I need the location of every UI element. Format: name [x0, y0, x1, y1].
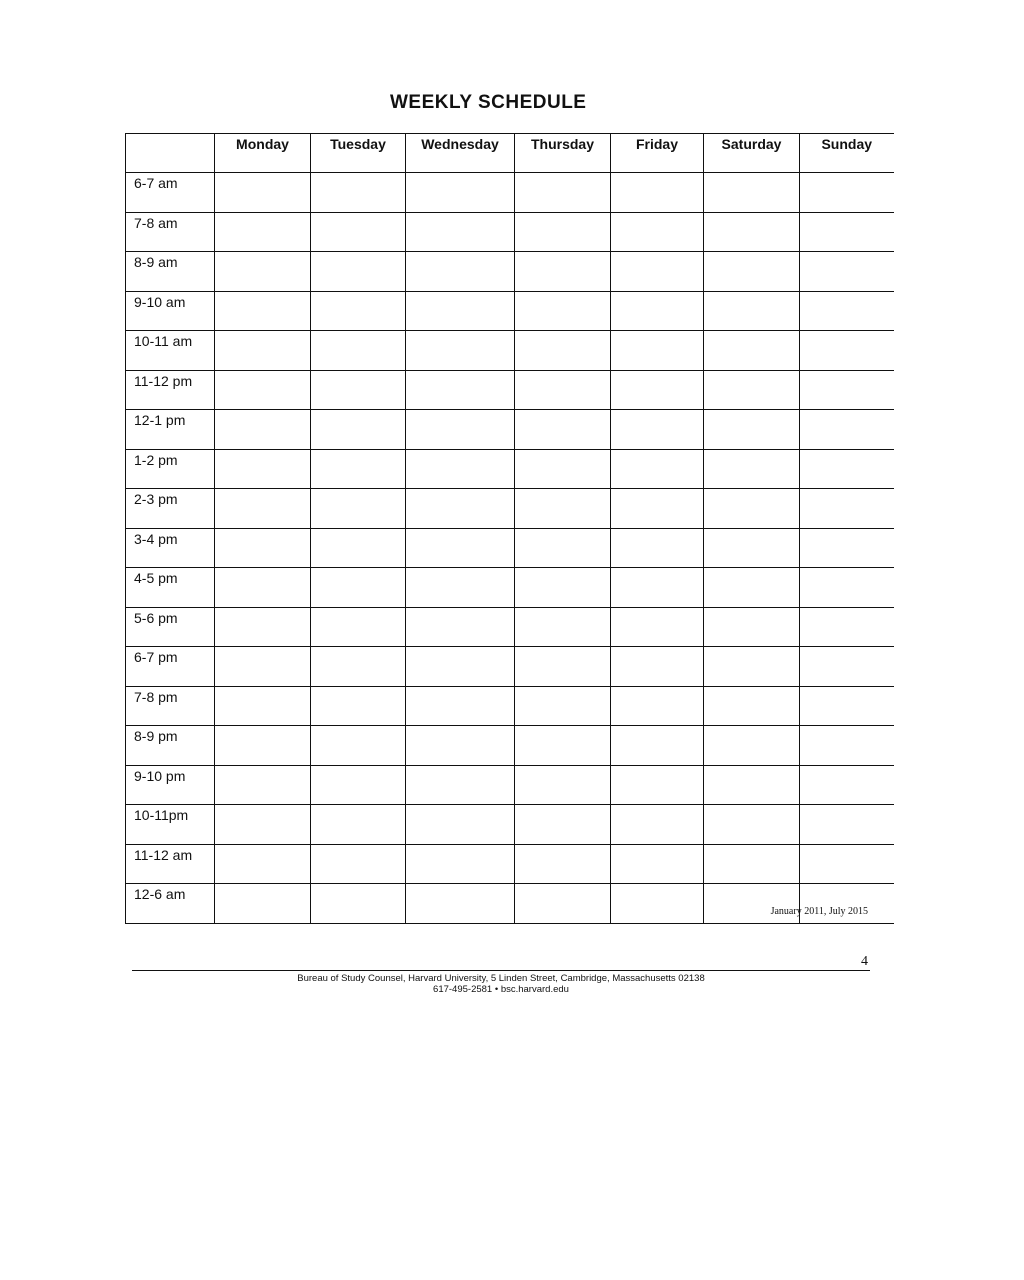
schedule-cell-saturday[interactable]: [704, 726, 800, 766]
time-slot-label: 3-4 pm: [126, 528, 215, 568]
schedule-cell-monday[interactable]: [215, 568, 311, 608]
schedule-cell-saturday[interactable]: [704, 647, 800, 687]
schedule-cell-sunday[interactable]: [800, 528, 894, 568]
schedule-cell-thursday[interactable]: [515, 726, 611, 766]
schedule-cell-sunday[interactable]: [800, 805, 894, 845]
time-row: [126, 410, 894, 450]
schedule-cell-friday[interactable]: [611, 173, 704, 213]
schedule-cell-wednesday[interactable]: [406, 528, 515, 568]
schedule-cell-tuesday[interactable]: [311, 252, 406, 292]
time-row: [126, 805, 894, 845]
schedule-body: [126, 173, 894, 924]
schedule-cell-saturday[interactable]: [704, 449, 800, 489]
schedule-cell-monday[interactable]: [215, 212, 311, 252]
time-row: [126, 528, 894, 568]
schedule-cell-saturday[interactable]: [704, 331, 800, 371]
time-slot-label: 6-7 pm: [126, 647, 215, 687]
time-slot-label: 9-10 pm: [126, 765, 215, 805]
header-row: [126, 134, 894, 173]
schedule-cell-thursday[interactable]: [515, 844, 611, 884]
schedule-cell-sunday[interactable]: [800, 765, 894, 805]
schedule-cell-thursday[interactable]: [515, 370, 611, 410]
footer-address: Bureau of Study Counsel, Harvard University, 5 Linden Street, Cambridge, Massachusetts 02138: [297, 973, 705, 984]
time-slot-label: 6-7 am: [126, 173, 215, 213]
time-slot-label: 8-9 am: [126, 252, 215, 292]
schedule-cell-tuesday[interactable]: [311, 410, 406, 450]
schedule-cell-friday[interactable]: [611, 528, 704, 568]
schedule-cell-friday[interactable]: [611, 449, 704, 489]
schedule-cell-wednesday[interactable]: [406, 686, 515, 726]
time-row: [126, 489, 894, 529]
schedule-cell-thursday[interactable]: [515, 528, 611, 568]
time-slot-label: 2-3 pm: [126, 489, 215, 529]
schedule-cell-wednesday[interactable]: [406, 449, 515, 489]
time-row: [126, 686, 894, 726]
schedule-cell-sunday[interactable]: [800, 568, 894, 608]
schedule-cell-wednesday[interactable]: [406, 331, 515, 371]
schedule-cell-thursday[interactable]: [515, 173, 611, 213]
revision-date: January 2011, July 2015: [770, 906, 868, 917]
time-row: [126, 765, 894, 805]
schedule-cell-saturday[interactable]: [704, 291, 800, 331]
weekly-schedule-table: [125, 133, 894, 924]
schedule-cell-wednesday[interactable]: [406, 568, 515, 608]
schedule-cell-wednesday[interactable]: [406, 607, 515, 647]
schedule-cell-friday[interactable]: [611, 884, 704, 924]
schedule-cell-thursday[interactable]: [515, 607, 611, 647]
time-slot-label: 12-6 am: [126, 884, 215, 924]
time-slot-label: 8-9 pm: [126, 726, 215, 766]
schedule-cell-sunday[interactable]: [800, 607, 894, 647]
time-row: [126, 331, 894, 371]
schedule-cell-wednesday[interactable]: [406, 726, 515, 766]
time-row: [126, 370, 894, 410]
time-row: [126, 726, 894, 766]
time-slot-label: 10-11 am: [126, 331, 215, 371]
schedule-cell-sunday[interactable]: [800, 449, 894, 489]
schedule-cell-sunday[interactable]: [800, 726, 894, 766]
schedule-cell-wednesday[interactable]: [406, 844, 515, 884]
schedule-cell-thursday[interactable]: [515, 410, 611, 450]
schedule-cell-wednesday[interactable]: [406, 765, 515, 805]
footer-contact: 617-495-2581 • bsc.harvard.edu: [433, 984, 569, 995]
footer-divider: [132, 970, 870, 971]
schedule-cell-wednesday[interactable]: [406, 410, 515, 450]
schedule-cell-thursday[interactable]: [515, 489, 611, 529]
schedule-cell-friday[interactable]: [611, 410, 704, 450]
schedule-cell-monday[interactable]: [215, 726, 311, 766]
schedule-cell-monday[interactable]: [215, 370, 311, 410]
schedule-cell-friday[interactable]: [611, 607, 704, 647]
time-slot-label: 9-10 am: [126, 291, 215, 331]
schedule-cell-wednesday[interactable]: [406, 884, 515, 924]
time-slot-label: 7-8 am: [126, 212, 215, 252]
schedule-cell-sunday[interactable]: [800, 686, 894, 726]
schedule-cell-saturday[interactable]: [704, 884, 800, 924]
time-row: [126, 449, 894, 489]
schedule-cell-tuesday[interactable]: [311, 449, 406, 489]
schedule-cell-saturday[interactable]: [704, 489, 800, 529]
schedule-cell-saturday[interactable]: [704, 805, 800, 845]
schedule-cell-friday[interactable]: [611, 647, 704, 687]
schedule-cell-monday[interactable]: [215, 173, 311, 213]
schedule-cell-friday[interactable]: [611, 252, 704, 292]
schedule-cell-thursday[interactable]: [515, 331, 611, 371]
schedule-cell-saturday[interactable]: [704, 686, 800, 726]
schedule-cell-thursday[interactable]: [515, 449, 611, 489]
schedule-cell-saturday[interactable]: [704, 568, 800, 608]
schedule-cell-monday[interactable]: [215, 607, 311, 647]
schedule-cell-sunday[interactable]: [800, 370, 894, 410]
schedule-cell-monday[interactable]: [215, 528, 311, 568]
schedule-cell-monday[interactable]: [215, 805, 311, 845]
schedule-cell-thursday[interactable]: [515, 568, 611, 608]
page-number: 4: [861, 954, 868, 969]
schedule-cell-wednesday[interactable]: [406, 291, 515, 331]
schedule-cell-monday[interactable]: [215, 765, 311, 805]
schedule-cell-wednesday[interactable]: [406, 252, 515, 292]
schedule-cell-sunday[interactable]: [800, 331, 894, 371]
schedule-cell-sunday[interactable]: [800, 844, 894, 884]
schedule-cell-tuesday[interactable]: [311, 765, 406, 805]
schedule-cell-wednesday[interactable]: [406, 370, 515, 410]
time-row: [126, 252, 894, 292]
schedule-cell-monday[interactable]: [215, 489, 311, 529]
time-row: [126, 884, 894, 924]
schedule-cell-saturday[interactable]: [704, 370, 800, 410]
time-slot-label: 11-12 am: [126, 844, 215, 884]
schedule-cell-sunday[interactable]: [800, 212, 894, 252]
schedule-cell-sunday[interactable]: [800, 489, 894, 529]
schedule-cell-monday[interactable]: [215, 884, 311, 924]
time-slot-label: 7-8 pm: [126, 686, 215, 726]
schedule-cell-tuesday[interactable]: [311, 647, 406, 687]
day-header-friday: Friday: [611, 134, 704, 173]
schedule-cell-friday[interactable]: [611, 726, 704, 766]
schedule-cell-tuesday[interactable]: [311, 686, 406, 726]
schedule-cell-sunday[interactable]: [800, 252, 894, 292]
schedule-cell-monday[interactable]: [215, 686, 311, 726]
schedule-cell-saturday[interactable]: [704, 410, 800, 450]
schedule-cell-thursday[interactable]: [515, 765, 611, 805]
schedule-cell-monday[interactable]: [215, 449, 311, 489]
schedule-cell-friday[interactable]: [611, 212, 704, 252]
time-slot-label: 1-2 pm: [126, 449, 215, 489]
time-slot-label: 5-6 pm: [126, 607, 215, 647]
time-row: [126, 607, 894, 647]
schedule-cell-saturday[interactable]: [704, 212, 800, 252]
schedule-cell-monday[interactable]: [215, 647, 311, 687]
schedule-cell-friday[interactable]: [611, 291, 704, 331]
schedule-cell-saturday[interactable]: [704, 173, 800, 213]
time-slot-label: 11-12 pm: [126, 370, 215, 410]
schedule-cell-saturday[interactable]: [704, 607, 800, 647]
schedule-cell-wednesday[interactable]: [406, 489, 515, 529]
time-row: [126, 568, 894, 608]
schedule-cell-tuesday[interactable]: [311, 173, 406, 213]
schedule-cell-tuesday[interactable]: [311, 568, 406, 608]
schedule-cell-thursday[interactable]: [515, 212, 611, 252]
day-header-wednesday: Wednesday: [406, 134, 515, 173]
day-header-thursday: Thursday: [515, 134, 611, 173]
schedule-cell-tuesday[interactable]: [311, 212, 406, 252]
schedule-cell-saturday[interactable]: [704, 252, 800, 292]
schedule-cell-wednesday[interactable]: [406, 647, 515, 687]
schedule-cell-thursday[interactable]: [515, 252, 611, 292]
schedule-cell-thursday[interactable]: [515, 647, 611, 687]
schedule-cell-tuesday[interactable]: [311, 331, 406, 371]
time-slot-label: 10-11pm: [126, 805, 215, 845]
schedule-cell-tuesday[interactable]: [311, 844, 406, 884]
day-header-monday: Monday: [215, 134, 311, 173]
schedule-cell-tuesday[interactable]: [311, 607, 406, 647]
schedule-cell-tuesday[interactable]: [311, 489, 406, 529]
schedule-cell-sunday[interactable]: [800, 291, 894, 331]
schedule-cell-friday[interactable]: [611, 805, 704, 845]
schedule-cell-friday[interactable]: [611, 765, 704, 805]
schedule-cell-friday[interactable]: [611, 686, 704, 726]
day-header-sunday: Sunday: [800, 134, 894, 173]
schedule-cell-wednesday[interactable]: [406, 805, 515, 845]
schedule-cell-monday[interactable]: [215, 844, 311, 884]
time-slot-label: 4-5 pm: [126, 568, 215, 608]
schedule-cell-saturday[interactable]: [704, 528, 800, 568]
schedule-cell-wednesday[interactable]: [406, 212, 515, 252]
time-row: [126, 291, 894, 331]
schedule-cell-sunday[interactable]: [800, 647, 894, 687]
schedule-cell-monday[interactable]: [215, 252, 311, 292]
schedule-cell-monday[interactable]: [215, 291, 311, 331]
time-row: [126, 844, 894, 884]
schedule-cell-friday[interactable]: [611, 370, 704, 410]
schedule-cell-sunday[interactable]: [800, 173, 894, 213]
schedule-cell-wednesday[interactable]: [406, 173, 515, 213]
schedule-cell-tuesday[interactable]: [311, 805, 406, 845]
schedule-cell-thursday[interactable]: [515, 291, 611, 331]
page-title: WEEKLY SCHEDULE: [390, 92, 587, 113]
schedule-cell-monday[interactable]: [215, 331, 311, 371]
schedule-cell-tuesday[interactable]: [311, 726, 406, 766]
schedule-cell-tuesday[interactable]: [311, 528, 406, 568]
schedule-cell-saturday[interactable]: [704, 765, 800, 805]
schedule-cell-tuesday[interactable]: [311, 291, 406, 331]
corner-cell: [126, 134, 215, 173]
schedule-cell-friday[interactable]: [611, 489, 704, 529]
time-row: [126, 647, 894, 687]
schedule-cell-tuesday[interactable]: [311, 370, 406, 410]
time-slot-label: 12-1 pm: [126, 410, 215, 450]
schedule-cell-monday[interactable]: [215, 410, 311, 450]
schedule-cell-thursday[interactable]: [515, 805, 611, 845]
schedule-cell-friday[interactable]: [611, 331, 704, 371]
time-row: [126, 173, 894, 213]
schedule-cell-sunday[interactable]: [800, 884, 894, 924]
day-header-tuesday: Tuesday: [311, 134, 406, 173]
schedule-cell-thursday[interactable]: [515, 884, 611, 924]
day-header-saturday: Saturday: [704, 134, 800, 173]
footer: [132, 973, 870, 995]
schedule-cell-friday[interactable]: [611, 568, 704, 608]
schedule-cell-thursday[interactable]: [515, 686, 611, 726]
schedule-cell-tuesday[interactable]: [311, 884, 406, 924]
schedule-cell-saturday[interactable]: [704, 844, 800, 884]
schedule-cell-sunday[interactable]: [800, 410, 894, 450]
schedule-cell-friday[interactable]: [611, 844, 704, 884]
time-row: [126, 212, 894, 252]
